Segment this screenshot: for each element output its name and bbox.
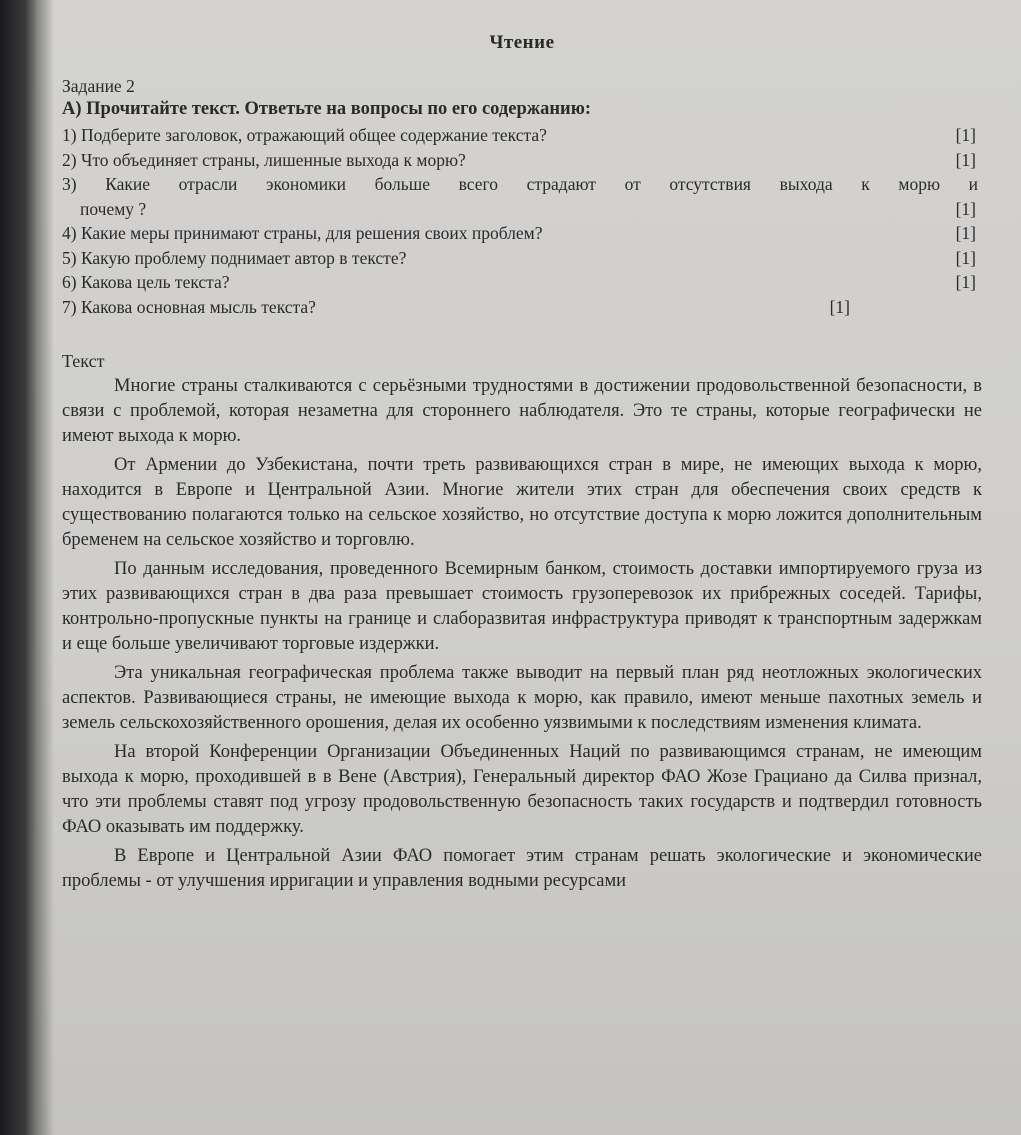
question-item [62,295,982,320]
question-item [62,270,982,295]
question-mark: [1] [955,149,976,170]
question-item [62,172,982,197]
reading-text [62,374,982,894]
question-mark: [1] [955,125,976,145]
question-item [62,123,982,148]
question-mark: [1] [955,272,976,292]
text-paragraph: По данным исследования, проведенного Всемирным банком, стоимость доставки импортируемого груза из этих развивающихся стран в два раза превышает стоимость грузоперевозок их прибрежных соседей. Тарифы, контрольно-пропускные пункты на границе и слаборазвитая инфраструктура приводят к транспортным задержкам и еще больше увеличивают торговые издержки. [62,559,982,654]
text-label: Текст [62,351,105,371]
question-mark: [1] [955,198,976,219]
question-item [62,148,982,173]
text-paragraph: Многие страны сталкиваются с серьёзными трудностями в достижении продовольственной безопасности, в связи с проблемой, которая незаметна для стороннего наблюдателя. Это те страны, которые географически не имеют выхода к морю. [62,376,982,446]
question-text: 3) Какие отрасли экономики больше всего страдают от отсутствия выхода к морю и [62,174,978,194]
task-label: Задание 2 [62,76,135,96]
page-binding-shadow [0,0,36,1135]
question-item [62,246,982,271]
question-text: 7) Какова основная мысль текста? [62,296,316,317]
question-text: 2) Что объединяет страны, лишенные выхода к морю? [62,149,466,170]
question-mark: [1] [955,247,976,268]
question-text: 1) Подберите заголовок, отражающий общее содержание текста? [62,125,547,145]
text-paragraph: Эта уникальная географическая проблема также выводит на первый план ряд неотложных экологических аспектов. Развивающиеся страны, не имеющие выхода к морю, как правило, имеют меньше пахотных земель и земель сельскохозяйственного орошения, делая их особенно уязвимыми к последствиям изменения климата. [62,663,982,733]
question-mark: [1] [955,223,976,243]
text-paragraph: От Армении до Узбекистана, почти треть развивающихся стран в мире, не имеющих выхода к морю, находится в Европе и Центральной Азии. Многие жители этих стран для обеспечения своих средств к существованию полагаются только на сельское хозяйство, но отсутствие доступа к морю ложится дополнительным бременем на сельское хозяйство и торговлю. [62,455,982,550]
question-list [62,123,982,319]
question-text: 4) Какие меры принимают страны, для решения своих проблем? [62,223,543,243]
text-paragraph: В Европе и Центральной Азии ФАО помогает этим странам решать экологические и экономические проблемы - от улучшения ирригации и управления водными ресурсами [62,846,982,891]
section-heading: Чтение [489,32,555,53]
question-item-continuation [62,197,982,222]
text-paragraph: На второй Конференции Организации Объединенных Наций по развивающимся странам, не имеющим выхода к морю, проходившей в в Вене (Австрия), Генеральный директор ФАО Жозе Грациано да Силва признал, что эти проблемы ставят под угрозу продовольственную безопасность таких государств и подтвердил готовность ФАО оказывать им поддержку. [62,742,982,837]
question-item [62,221,982,246]
question-text: 6) Какова цель текста? [62,272,230,292]
question-mark: [1] [829,296,850,317]
worksheet-content [62,30,982,898]
question-text: 5) Какую проблему поднимает автор в тексте? [62,247,407,268]
task-instruction: А) Прочитайте текст. Ответьте на вопросы по его содержанию: [62,99,592,119]
question-continuation: почему ? [80,198,147,219]
